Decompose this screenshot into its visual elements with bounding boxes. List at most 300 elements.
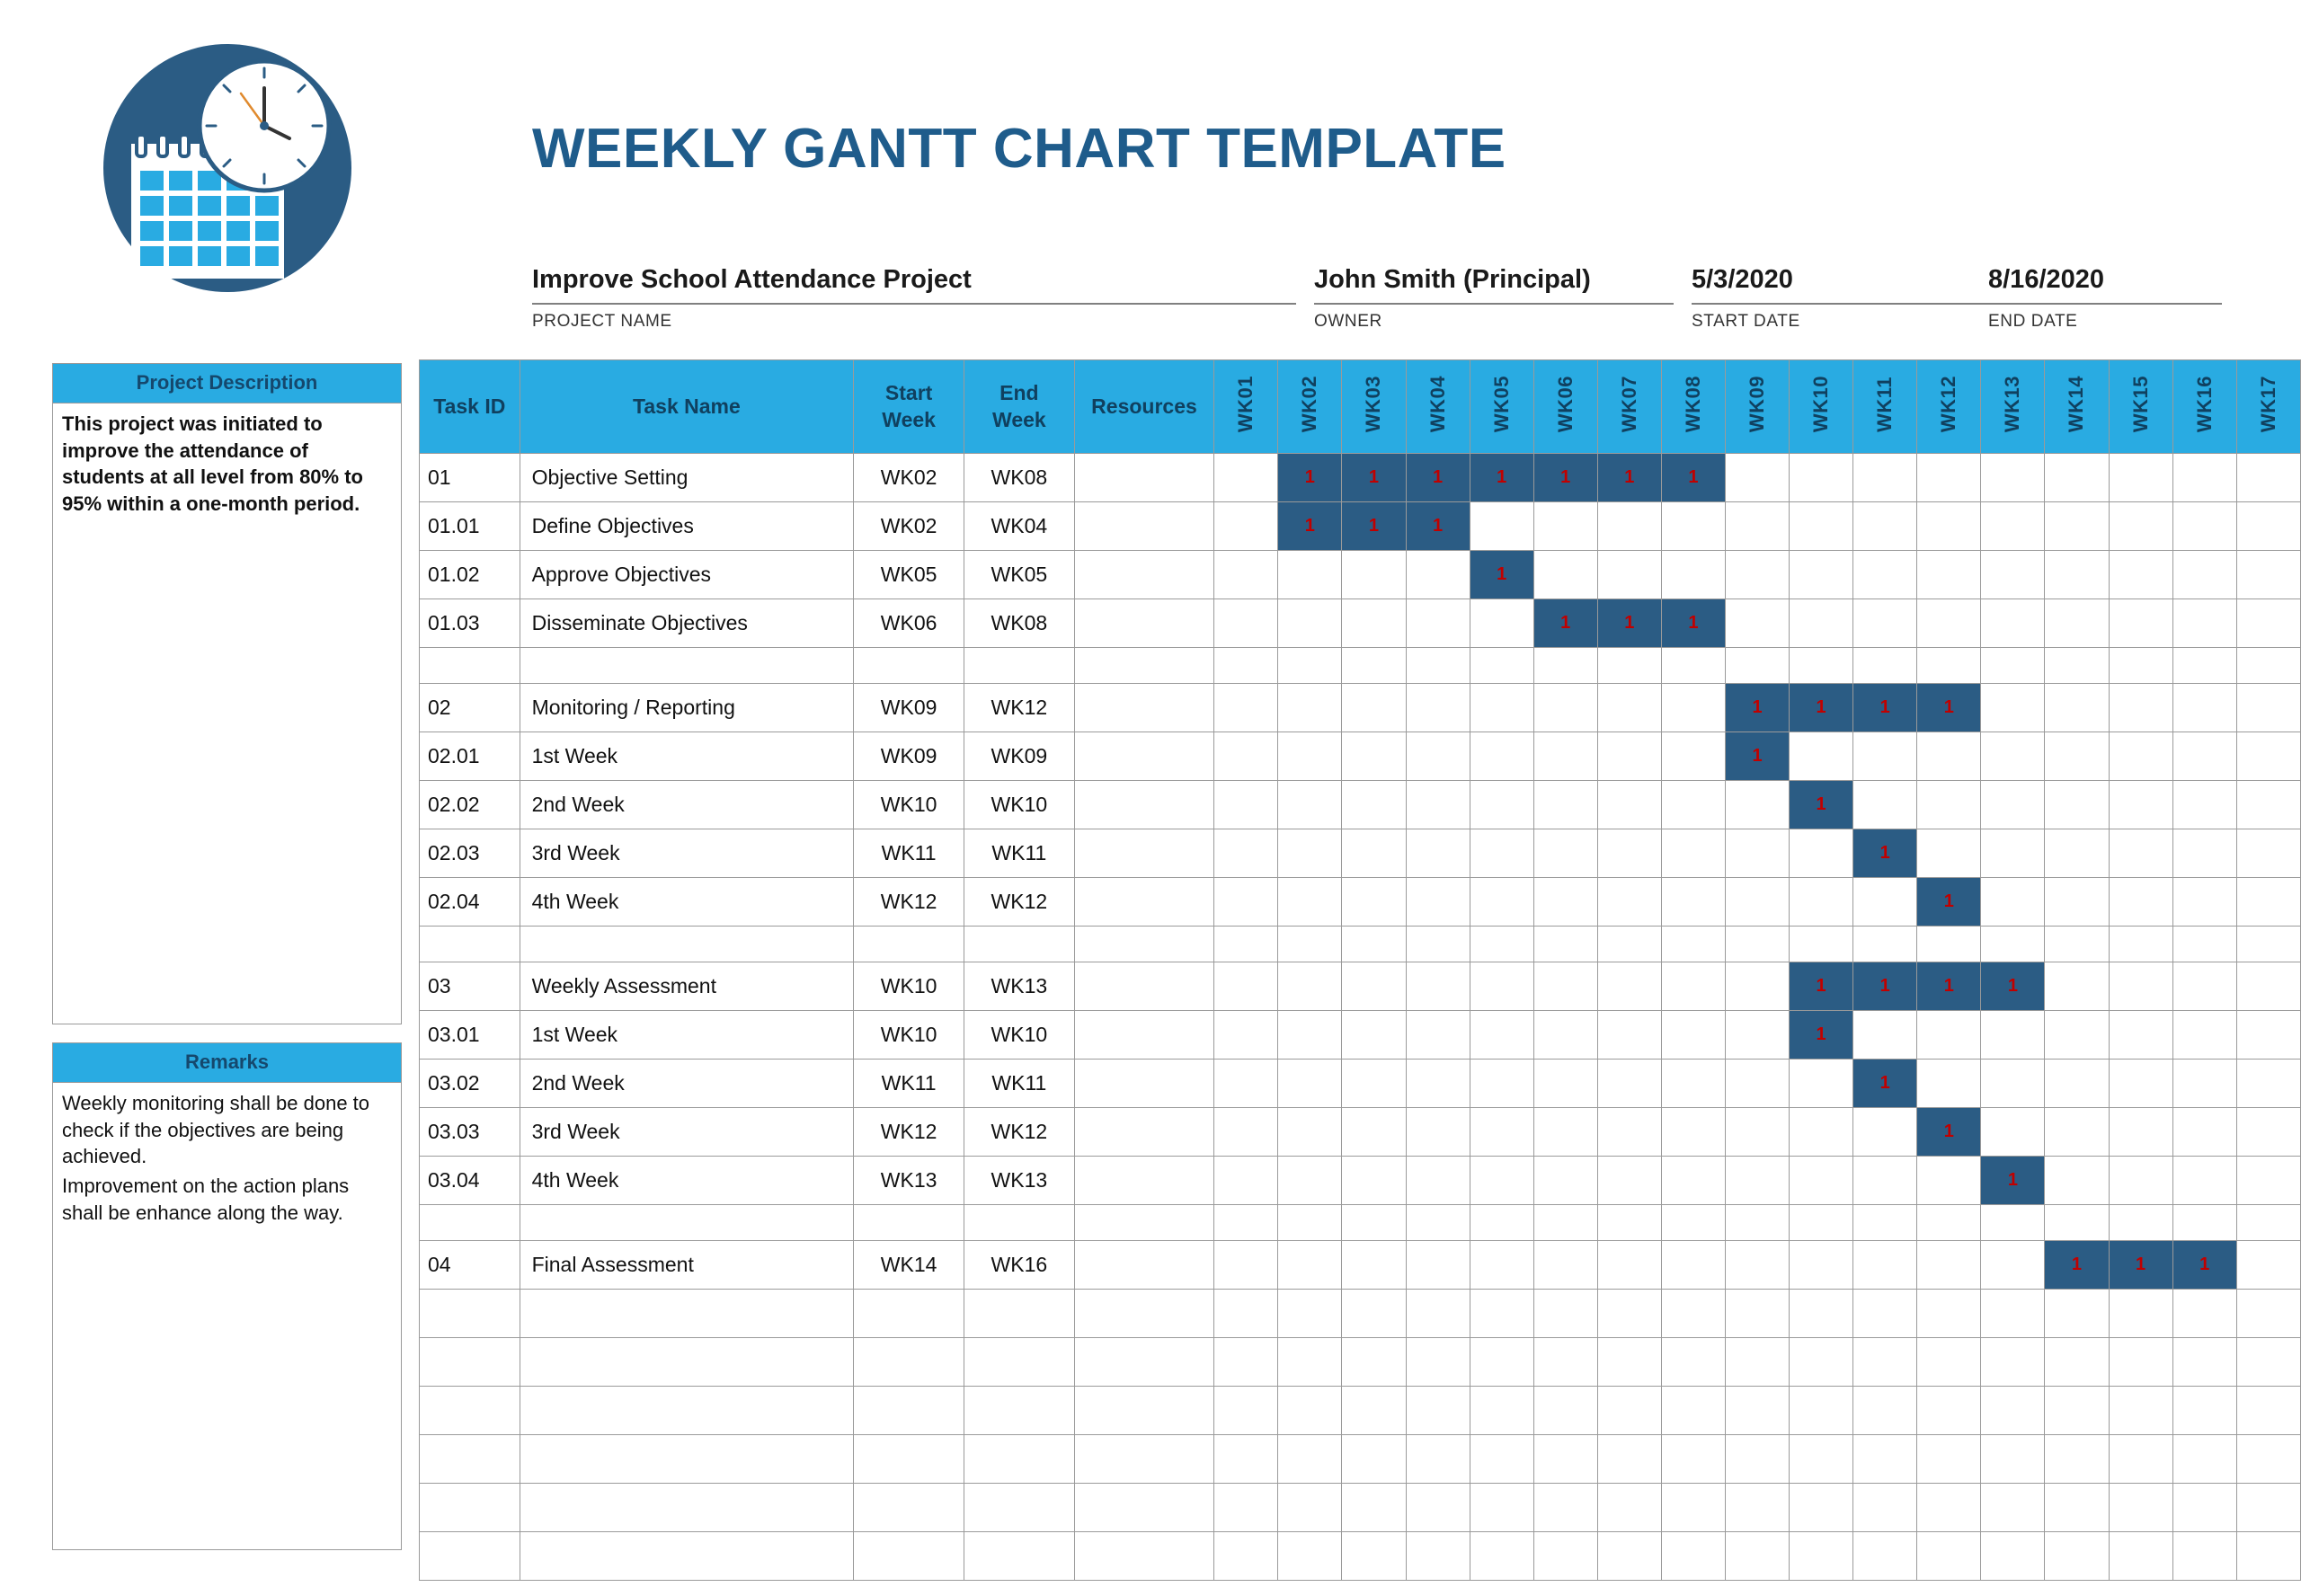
gantt-empty-cell (1725, 962, 1789, 1011)
gantt-empty-cell (1406, 684, 1470, 732)
gantt-bar-cell: 1 (1725, 684, 1789, 732)
header-week-label: WK13 (2001, 375, 2024, 433)
gantt-empty-cell (1470, 684, 1533, 732)
gantt-empty-cell (1470, 1435, 1533, 1484)
end-date-label: END DATE (1988, 312, 2078, 331)
gantt-bar-cell: 1 (1790, 684, 1853, 732)
gantt-empty-cell (2109, 551, 2172, 599)
gantt-empty-cell (2236, 962, 2300, 1011)
cell-end-week: WK11 (964, 829, 1075, 878)
cell-end-week: WK12 (964, 878, 1075, 927)
gantt-empty-cell (1470, 502, 1533, 551)
gantt-empty-cell (1853, 502, 1917, 551)
gantt-empty-cell (1470, 1108, 1533, 1157)
gantt-empty-cell (2236, 878, 2300, 927)
gantt-empty-cell (1278, 732, 1342, 781)
gantt-empty-cell (2109, 1290, 2172, 1338)
gantt-empty-cell (1470, 1532, 1533, 1581)
gantt-empty-cell (2172, 1484, 2236, 1532)
gantt-empty-cell (1853, 1532, 1917, 1581)
gantt-bar-cell: 1 (1853, 684, 1917, 732)
gantt-empty-cell (1533, 1387, 1597, 1435)
gantt-empty-cell (2045, 962, 2109, 1011)
gantt-empty-cell (1661, 1108, 1725, 1157)
gantt-empty-cell (1981, 648, 2045, 684)
gantt-bar-cell: 1 (1661, 599, 1725, 648)
gantt-empty-cell (1981, 502, 2045, 551)
owner-field (1314, 265, 1674, 332)
gantt-empty-cell (1725, 1532, 1789, 1581)
cell-end-week: WK08 (964, 454, 1075, 502)
gantt-empty-cell (1917, 648, 1981, 684)
gantt-empty-cell (1981, 1484, 2045, 1532)
cell-start-week: WK09 (854, 732, 964, 781)
cell-end-week: WK04 (964, 502, 1075, 551)
header-week-wk15 (2109, 360, 2172, 454)
gantt-empty-cell (1597, 927, 1661, 962)
gantt-empty-cell (1278, 1435, 1342, 1484)
gantt-empty-cell (1661, 1532, 1725, 1581)
cell-resources (1074, 927, 1213, 962)
gantt-empty-cell (1406, 1241, 1470, 1290)
gantt-empty-cell (1853, 1290, 1917, 1338)
table-row (420, 1011, 2301, 1060)
table-row (420, 732, 2301, 781)
cell-resources (1074, 962, 1213, 1011)
gantt-empty-cell (1790, 502, 1853, 551)
remarks-text (53, 1083, 401, 1235)
gantt-bar-cell: 1 (1917, 878, 1981, 927)
header-week-wk14 (2045, 360, 2109, 454)
gantt-empty-cell (1661, 1484, 1725, 1532)
header-week-label: WK03 (1362, 375, 1385, 433)
cell-task-name: 4th Week (520, 878, 854, 927)
gantt-empty-cell (2045, 781, 2109, 829)
gantt-empty-cell (1342, 1205, 1406, 1241)
gantt-empty-cell (1917, 1532, 1981, 1581)
cell-resources (1074, 1205, 1213, 1241)
gantt-empty-cell (1597, 1011, 1661, 1060)
gantt-empty-cell (1342, 1290, 1406, 1338)
cell-resources (1074, 1532, 1213, 1581)
table-row-spacer (420, 1205, 2301, 1241)
cell-task-id: 02.02 (420, 781, 520, 829)
gantt-empty-cell (2045, 648, 2109, 684)
gantt-empty-cell (1470, 927, 1533, 962)
gantt-empty-cell (1406, 648, 1470, 684)
gantt-bar-cell: 1 (1725, 732, 1789, 781)
cell-task-id: 02.04 (420, 878, 520, 927)
header-resources: Resources (1074, 360, 1213, 454)
gantt-empty-cell (1406, 599, 1470, 648)
gantt-table-body (420, 454, 2301, 1581)
gantt-empty-cell (2045, 927, 2109, 962)
gantt-empty-cell (1597, 1532, 1661, 1581)
start-date-label: START DATE (1692, 312, 1800, 331)
gantt-empty-cell (2172, 878, 2236, 927)
header-week-wk04 (1406, 360, 1470, 454)
gantt-empty-cell (1214, 1387, 1278, 1435)
gantt-bar-cell: 1 (1917, 1108, 1981, 1157)
gantt-empty-cell (1790, 829, 1853, 878)
cell-start-week: WK11 (854, 1060, 964, 1108)
gantt-empty-cell (1790, 927, 1853, 962)
gantt-empty-cell (1342, 927, 1406, 962)
header-week-label: WK01 (1234, 375, 1257, 433)
gantt-empty-cell (1406, 1205, 1470, 1241)
gantt-empty-cell (2045, 732, 2109, 781)
gantt-empty-cell (1661, 1290, 1725, 1338)
gantt-bar-cell: 1 (1853, 962, 1917, 1011)
cell-task-name: Disseminate Objectives (520, 599, 854, 648)
gantt-empty-cell (1853, 1011, 1917, 1060)
cell-task-id: 01.01 (420, 502, 520, 551)
gantt-empty-cell (1725, 878, 1789, 927)
gantt-empty-cell (2109, 599, 2172, 648)
cell-task-id: 02.01 (420, 732, 520, 781)
gantt-empty-cell (1214, 1060, 1278, 1108)
cell-task-id: 01.03 (420, 599, 520, 648)
gantt-empty-cell (2236, 1532, 2300, 1581)
gantt-empty-cell (1725, 1108, 1789, 1157)
gantt-empty-cell (1278, 1338, 1342, 1387)
gantt-empty-cell (1533, 781, 1597, 829)
gantt-empty-cell (2045, 454, 2109, 502)
gantt-empty-cell (2172, 962, 2236, 1011)
gantt-empty-cell (2109, 927, 2172, 962)
gantt-empty-cell (1790, 648, 1853, 684)
header-week-wk03 (1342, 360, 1406, 454)
cell-start-week (854, 927, 964, 962)
cell-start-week (854, 1484, 964, 1532)
cell-end-week: WK12 (964, 1108, 1075, 1157)
gantt-empty-cell (1214, 1338, 1278, 1387)
gantt-empty-cell (2236, 599, 2300, 648)
gantt-empty-cell (1342, 1484, 1406, 1532)
gantt-empty-cell (2109, 1011, 2172, 1060)
cell-resources (1074, 551, 1213, 599)
cell-task-name (520, 648, 854, 684)
gantt-empty-cell (1661, 878, 1725, 927)
gantt-empty-cell (1278, 1290, 1342, 1338)
gantt-empty-cell (1725, 551, 1789, 599)
gantt-empty-cell (1917, 732, 1981, 781)
gantt-empty-cell (1214, 878, 1278, 927)
gantt-empty-cell (2109, 1060, 2172, 1108)
gantt-empty-cell (1214, 1205, 1278, 1241)
cell-start-week (854, 1290, 964, 1338)
gantt-empty-cell (1597, 829, 1661, 878)
gantt-empty-cell (2236, 1011, 2300, 1060)
gantt-empty-cell (1597, 1435, 1661, 1484)
gantt-empty-cell (1981, 1060, 2045, 1108)
header-week-wk05 (1470, 360, 1533, 454)
gantt-empty-cell (1725, 599, 1789, 648)
gantt-empty-cell (1214, 781, 1278, 829)
gantt-empty-cell (1278, 781, 1342, 829)
gantt-empty-cell (1278, 1108, 1342, 1157)
header-week-label: WK16 (2192, 375, 2216, 433)
cell-end-week (964, 648, 1075, 684)
gantt-empty-cell (1597, 962, 1661, 1011)
gantt-empty-cell (1214, 732, 1278, 781)
table-row (420, 1060, 2301, 1108)
gantt-empty-cell (1597, 684, 1661, 732)
gantt-empty-cell (2109, 1338, 2172, 1387)
gantt-empty-cell (1981, 781, 2045, 829)
table-row (420, 962, 2301, 1011)
header-week-label: WK11 (1873, 376, 1897, 432)
cell-resources (1074, 1290, 1213, 1338)
cell-task-name (520, 1387, 854, 1435)
gantt-empty-cell (1853, 1157, 1917, 1205)
cell-resources (1074, 1338, 1213, 1387)
gantt-empty-cell (1853, 1435, 1917, 1484)
gantt-empty-cell (1342, 1532, 1406, 1581)
project-name-value: Improve School Attendance Project (532, 265, 1296, 305)
gantt-empty-cell (2172, 1290, 2236, 1338)
gantt-empty-cell (1470, 1241, 1533, 1290)
gantt-bar-cell: 1 (1342, 454, 1406, 502)
cell-resources (1074, 454, 1213, 502)
cell-end-week: WK16 (964, 1241, 1075, 1290)
gantt-empty-cell (2172, 648, 2236, 684)
gantt-empty-cell (1853, 1108, 1917, 1157)
gantt-empty-cell (1725, 1290, 1789, 1338)
gantt-empty-cell (1917, 1484, 1981, 1532)
gantt-empty-cell (1470, 962, 1533, 1011)
gantt-empty-cell (1853, 927, 1917, 962)
cell-task-id (420, 648, 520, 684)
table-row (420, 1157, 2301, 1205)
gantt-empty-cell (2172, 1157, 2236, 1205)
cell-resources (1074, 781, 1213, 829)
calendar-clock-icon (97, 38, 358, 298)
gantt-empty-cell (2236, 1108, 2300, 1157)
gantt-bar-cell: 1 (1790, 781, 1853, 829)
start-date-field (1692, 265, 1988, 332)
gantt-empty-cell (1214, 502, 1278, 551)
gantt-bar-cell: 1 (1533, 599, 1597, 648)
gantt-empty-cell (1597, 648, 1661, 684)
table-row (420, 829, 2301, 878)
gantt-empty-cell (1406, 551, 1470, 599)
gantt-empty-cell (1790, 732, 1853, 781)
gantt-empty-cell (2236, 454, 2300, 502)
gantt-empty-cell (1278, 648, 1342, 684)
gantt-empty-cell (2236, 1205, 2300, 1241)
gantt-empty-cell (1342, 599, 1406, 648)
cell-start-week: WK12 (854, 878, 964, 927)
gantt-empty-cell (2236, 781, 2300, 829)
cell-end-week: WK09 (964, 732, 1075, 781)
gantt-empty-cell (1597, 551, 1661, 599)
gantt-empty-cell (1597, 502, 1661, 551)
gantt-empty-cell (1214, 1435, 1278, 1484)
gantt-empty-cell (1981, 1108, 2045, 1157)
gantt-empty-cell (2172, 1532, 2236, 1581)
gantt-empty-cell (1790, 551, 1853, 599)
gantt-empty-cell (1725, 648, 1789, 684)
gantt-empty-cell (1406, 1435, 1470, 1484)
cell-start-week: WK10 (854, 1011, 964, 1060)
gantt-empty-cell (2172, 1387, 2236, 1435)
cell-resources (1074, 684, 1213, 732)
cell-task-id: 02 (420, 684, 520, 732)
cell-task-id: 01.02 (420, 551, 520, 599)
gantt-empty-cell (1533, 1290, 1597, 1338)
gantt-empty-cell (1278, 1484, 1342, 1532)
gantt-empty-cell (2045, 551, 2109, 599)
start-date-value: 5/3/2020 (1692, 265, 1988, 305)
gantt-empty-cell (1278, 1532, 1342, 1581)
gantt-empty-cell (1981, 829, 2045, 878)
table-row-empty (420, 1290, 2301, 1338)
gantt-empty-cell (2109, 648, 2172, 684)
gantt-empty-cell (1278, 1205, 1342, 1241)
gantt-empty-cell (2172, 551, 2236, 599)
gantt-empty-cell (1214, 962, 1278, 1011)
gantt-empty-cell (1470, 732, 1533, 781)
gantt-table (419, 359, 2301, 1581)
cell-resources (1074, 1108, 1213, 1157)
project-description-text: This project was initiated to improve the attendance of students at all level from 80% to 95% within a one-month period. (62, 412, 363, 516)
gantt-empty-cell (1214, 648, 1278, 684)
gantt-empty-cell (2045, 1205, 2109, 1241)
cell-end-week: WK05 (964, 551, 1075, 599)
header-end-week-line2: Week (992, 407, 1046, 431)
cell-task-id: 03.04 (420, 1157, 520, 1205)
gantt-empty-cell (1597, 1387, 1661, 1435)
header-meta (532, 265, 2222, 342)
header-week-label: WK04 (1426, 375, 1449, 433)
cell-end-week (964, 1435, 1075, 1484)
cell-end-week (964, 1532, 1075, 1581)
cell-task-id: 04 (420, 1241, 520, 1290)
gantt-empty-cell (2172, 781, 2236, 829)
gantt-empty-cell (1214, 927, 1278, 962)
gantt-empty-cell (1470, 1011, 1533, 1060)
gantt-empty-cell (1406, 1060, 1470, 1108)
gantt-empty-cell (1790, 1387, 1853, 1435)
gantt-bar-cell: 1 (1597, 599, 1661, 648)
gantt-empty-cell (1342, 829, 1406, 878)
header-week-label: WK10 (1809, 375, 1833, 433)
gantt-empty-cell (1533, 1011, 1597, 1060)
gantt-empty-cell (1406, 1484, 1470, 1532)
cell-resources (1074, 1435, 1213, 1484)
cell-start-week (854, 1387, 964, 1435)
gantt-empty-cell (1790, 1205, 1853, 1241)
owner-label: OWNER (1314, 312, 1382, 331)
header-week-label: WK07 (1617, 375, 1640, 433)
gantt-empty-cell (1278, 1011, 1342, 1060)
gantt-empty-cell (2109, 878, 2172, 927)
gantt-empty-cell (1342, 684, 1406, 732)
gantt-empty-cell (2109, 1157, 2172, 1205)
gantt-empty-cell (1981, 1205, 2045, 1241)
gantt-empty-cell (2045, 502, 2109, 551)
gantt-bar-cell: 1 (1470, 454, 1533, 502)
gantt-empty-cell (1533, 1435, 1597, 1484)
gantt-empty-cell (1917, 1387, 1981, 1435)
gantt-empty-cell (1533, 684, 1597, 732)
gantt-empty-cell (1725, 1011, 1789, 1060)
gantt-empty-cell (1917, 1060, 1981, 1108)
gantt-empty-cell (1725, 1241, 1789, 1290)
gantt-empty-cell (1853, 781, 1917, 829)
cell-resources (1074, 878, 1213, 927)
header-week-wk12 (1917, 360, 1981, 454)
gantt-empty-cell (1470, 1290, 1533, 1338)
header-week-label: WK09 (1746, 375, 1769, 433)
gantt-empty-cell (1342, 1338, 1406, 1387)
gantt-empty-cell (1661, 1435, 1725, 1484)
gantt-empty-cell (1917, 1157, 1981, 1205)
gantt-empty-cell (1725, 1157, 1789, 1205)
gantt-empty-cell (2172, 1060, 2236, 1108)
gantt-empty-cell (1725, 454, 1789, 502)
gantt-empty-cell (1533, 1060, 1597, 1108)
gantt-empty-cell (2236, 1290, 2300, 1338)
gantt-empty-cell (1406, 1290, 1470, 1338)
cell-task-name (520, 1532, 854, 1581)
cell-start-week: WK02 (854, 454, 964, 502)
gantt-empty-cell (2172, 1435, 2236, 1484)
gantt-empty-cell (1597, 1060, 1661, 1108)
gantt-empty-cell (1725, 1484, 1789, 1532)
gantt-empty-cell (1725, 829, 1789, 878)
gantt-empty-cell (1470, 1157, 1533, 1205)
gantt-empty-cell (1533, 927, 1597, 962)
cell-start-week: WK10 (854, 962, 964, 1011)
table-row (420, 502, 2301, 551)
cell-task-id: 03.03 (420, 1108, 520, 1157)
gantt-empty-cell (1853, 878, 1917, 927)
gantt-empty-cell (1725, 502, 1789, 551)
cell-start-week: WK05 (854, 551, 964, 599)
cell-start-week: WK13 (854, 1157, 964, 1205)
gantt-empty-cell (1661, 927, 1725, 962)
header-task-id: Task ID (420, 360, 520, 454)
gantt-empty-cell (1597, 1108, 1661, 1157)
gantt-bar-cell: 1 (1981, 962, 2045, 1011)
gantt-empty-cell (1661, 648, 1725, 684)
gantt-empty-cell (2236, 927, 2300, 962)
gantt-empty-cell (1470, 599, 1533, 648)
gantt-empty-cell (2045, 599, 2109, 648)
gantt-bar-cell: 1 (1406, 454, 1470, 502)
gantt-empty-cell (1533, 1338, 1597, 1387)
gantt-empty-cell (1661, 1060, 1725, 1108)
gantt-empty-cell (1406, 1011, 1470, 1060)
project-description-heading: Project Description (53, 364, 401, 403)
gantt-empty-cell (1917, 551, 1981, 599)
gantt-empty-cell (1533, 1205, 1597, 1241)
gantt-empty-cell (2109, 1108, 2172, 1157)
cell-start-week: WK02 (854, 502, 964, 551)
gantt-bar-cell: 1 (2045, 1241, 2109, 1290)
gantt-empty-cell (1661, 829, 1725, 878)
header-week-wk06 (1533, 360, 1597, 454)
cell-start-week: WK14 (854, 1241, 964, 1290)
gantt-empty-cell (2172, 684, 2236, 732)
gantt-empty-cell (1661, 1241, 1725, 1290)
header-week-label: WK05 (1489, 375, 1513, 433)
cell-start-week: WK11 (854, 829, 964, 878)
gantt-bar-cell: 1 (1278, 502, 1342, 551)
gantt-empty-cell (2109, 962, 2172, 1011)
